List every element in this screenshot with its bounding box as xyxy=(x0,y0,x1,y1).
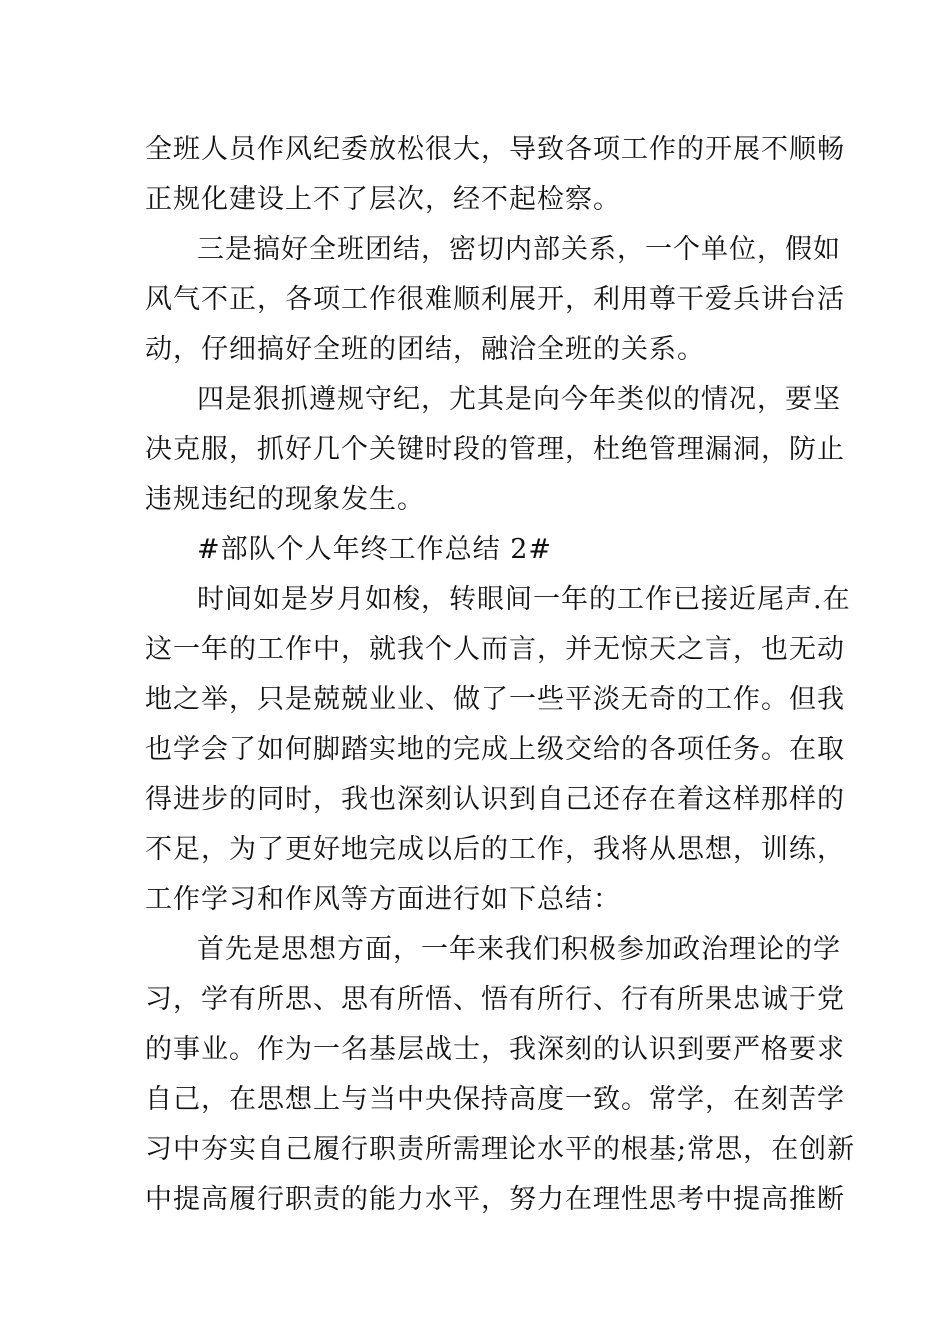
text-line: 工作学习和作风等方面进行如下总结： xyxy=(145,884,621,915)
text-line: 习，学有所思、思有所悟、悟有所行、行有所果忠诚于党 xyxy=(145,984,845,1015)
text-line: 也学会了如何脚踏实地的完成上级交给的各项任务。在取 xyxy=(145,734,845,765)
text-line: 得进步的同时，我也深刻认识到自己还存在着这样那样的 xyxy=(145,784,845,815)
text-line: 全班人员作风纪委放松很大，导致各项工作的开展不顺畅 xyxy=(145,134,845,165)
text-line: 自己，在思想上与当中央保持高度一致。常学，在刻苦学 xyxy=(145,1084,845,1115)
text-line: 决克服，抓好几个关键时段的管理，杜绝管理漏洞，防止 xyxy=(145,434,845,465)
text-line: 正规化建设上不了层次，经不起检察。 xyxy=(145,184,621,215)
text-line: 地之举，只是兢兢业业、做了一些平淡无奇的工作。但我 xyxy=(145,684,845,715)
section-heading: #部队个人年终工作总结 2# xyxy=(197,534,553,565)
paragraph-start: 首先是思想方面，一年来我们积极参加政治理论的学 xyxy=(197,934,841,965)
text-line: 这一年的工作中，就我个人而言，并无惊天之言，也无动 xyxy=(145,634,845,665)
text-line: 中提高履行职责的能力水平，努力在理性思考中提高推断 xyxy=(145,1184,845,1215)
text-line: 的事业。作为一名基层战士，我深刻的认识到要严格要求 xyxy=(145,1034,845,1065)
paragraph-start: 时间如是岁月如梭，转眼间一年的工作已接近尾声.在 xyxy=(197,584,851,615)
paragraph-start: 三是搞好全班团结，密切内部关系，一个单位，假如 xyxy=(197,234,841,265)
text-line: 违规违纪的现象发生。 xyxy=(145,484,425,515)
paragraph-start: 四是狠抓遵规守纪，尤其是向今年类似的情况，要坚 xyxy=(197,384,841,415)
text-line: 不足，为了更好地完成以后的工作，我将从思想，训练， xyxy=(145,834,845,865)
text-line: 习中夯实自己履行职责所需理论水平的根基;常思，在创新 xyxy=(145,1134,856,1165)
text-line: 动，仔细搞好全班的团结，融洽全班的关系。 xyxy=(145,334,705,365)
text-line: 风气不正，各项工作很难顺利展开，利用尊干爱兵讲台活 xyxy=(145,284,845,315)
